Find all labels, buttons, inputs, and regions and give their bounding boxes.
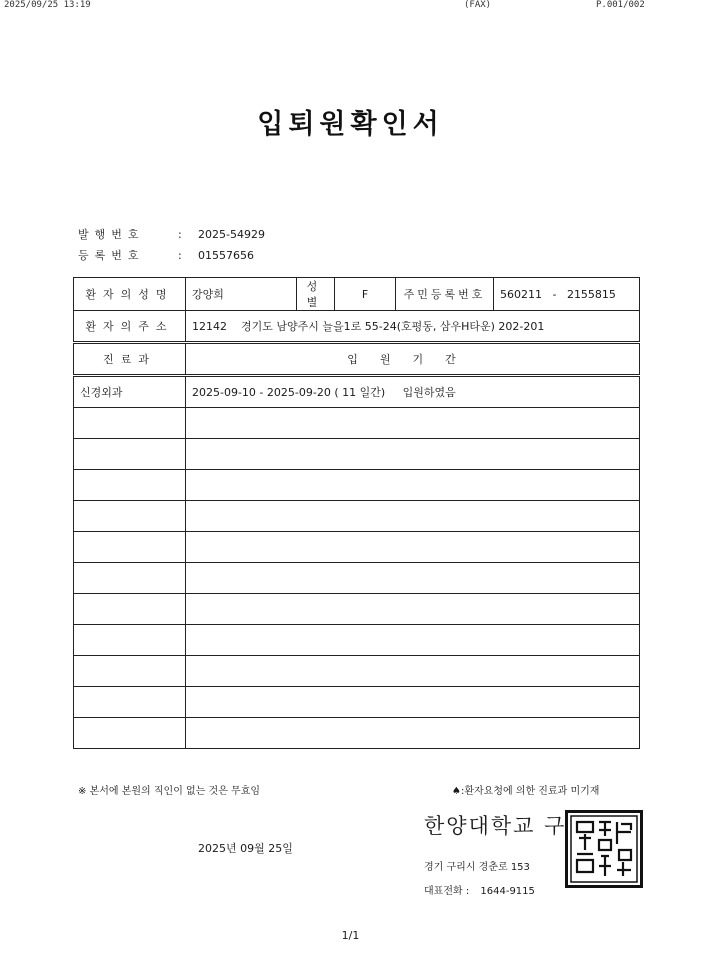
table-row [74, 501, 640, 532]
document-title: 입퇴원확인서 [257, 109, 444, 140]
registration-number-value: 01557656 [198, 249, 254, 262]
hospital-phone-row [424, 882, 535, 897]
official-seal-icon [565, 810, 643, 888]
table-row [74, 656, 640, 687]
patient-address-value: 12142 경기도 남양주시 늘을1로 55-24(호평동, 삼우H타운) 202-201 [186, 311, 640, 343]
row-department [74, 501, 186, 532]
row-department: 신경외과 [74, 376, 186, 408]
issue-number-label: 발행번호 [78, 228, 145, 241]
table-row [74, 408, 640, 439]
issue-number-row [78, 226, 265, 242]
patient-name-row [74, 278, 640, 311]
row-period [186, 408, 640, 439]
row-period [186, 470, 640, 501]
issue-date: 2025년 09월 25일 [198, 842, 293, 855]
fax-label: (FAX) [464, 0, 492, 10]
hospital-name: 한양대학교 구 [424, 814, 567, 838]
table-header-row [74, 343, 640, 376]
admission-table [73, 277, 640, 749]
issue-number-value: 2025-54929 [198, 228, 265, 241]
row-period [186, 501, 640, 532]
row-department [74, 625, 186, 656]
row-period [186, 687, 640, 718]
row-department [74, 718, 186, 749]
row-period [186, 532, 640, 563]
admission-period-header: 입원기간 [186, 343, 640, 376]
table-row [74, 532, 640, 563]
fax-page: P.001/002 [596, 0, 645, 10]
row-period: 2025-09-10 - 2025-09-20 ( 11 일간) 입원하였음 [186, 376, 640, 408]
row-period [186, 594, 640, 625]
department-header: 진료과 [74, 343, 186, 376]
table-row [74, 594, 640, 625]
issue-number-colon: : [178, 228, 182, 241]
rrn-value: 560211 - 2155815 [494, 278, 640, 311]
row-department [74, 656, 186, 687]
row-period [186, 563, 640, 594]
row-period [186, 439, 640, 470]
table-row [74, 563, 640, 594]
page-number: 1/1 [341, 929, 360, 942]
table-row [74, 718, 640, 749]
patient-address-label: 환자의주소 [74, 311, 186, 343]
hospital-address: 경기 구리시 경춘로 153 [424, 862, 530, 873]
registration-number-row [78, 247, 254, 263]
patient-name-label: 환자의성명 [74, 278, 186, 311]
table-row [74, 625, 640, 656]
registration-number-label: 등록번호 [78, 249, 145, 262]
row-department [74, 594, 186, 625]
row-department [74, 687, 186, 718]
table-row [74, 470, 640, 501]
department-omission-note: ♠:환자요청에 의한 진료과 미기재 [452, 786, 600, 797]
admission-rows [74, 376, 640, 749]
registration-number-colon: : [178, 249, 182, 262]
table-row [74, 376, 640, 408]
table-row [74, 439, 640, 470]
row-period [186, 625, 640, 656]
row-department [74, 439, 186, 470]
sex-value: F [335, 278, 396, 311]
row-period [186, 656, 640, 687]
sex-label: 성별 [297, 278, 335, 311]
hospital-phone: 1644-9115 [480, 886, 535, 897]
patient-address-row [74, 311, 640, 343]
hospital-phone-label: 대표전화 : [424, 886, 470, 897]
row-department [74, 470, 186, 501]
fax-datetime: 2025/09/25 13:19 [4, 0, 91, 10]
row-department [74, 408, 186, 439]
table-row [74, 687, 640, 718]
row-department [74, 532, 186, 563]
row-department [74, 563, 186, 594]
rrn-label: 주민등록번호 [396, 278, 494, 311]
row-period [186, 718, 640, 749]
validity-note: ※ 본서에 본원의 직인이 없는 것은 무효임 [78, 786, 261, 797]
patient-name-value: 강양희 [186, 278, 297, 311]
